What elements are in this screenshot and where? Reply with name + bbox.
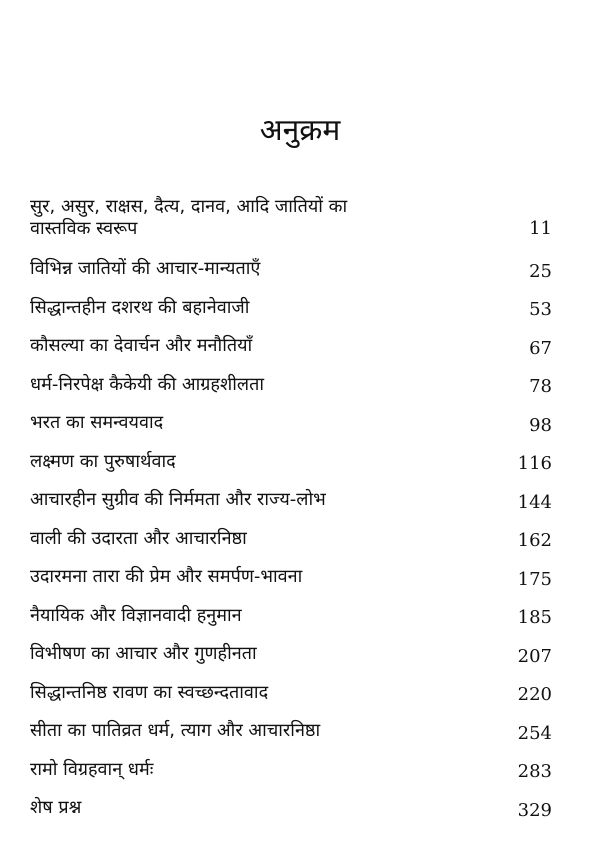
toc-entry-page: 220 (517, 684, 552, 705)
toc-entry-page: 185 (517, 607, 552, 628)
toc-entry-title: भरत का समन्वयवाद (30, 412, 164, 433)
toc-entry (30, 297, 552, 336)
toc-entry-title: विभिन्न जातियों की आचार-मान्यताएँ (30, 258, 261, 279)
toc-entry-page: 175 (517, 568, 552, 590)
toc-entry-title: शेष प्रश्न (30, 797, 82, 818)
toc-entry-title-line: सुर, असुर, राक्षस, दैत्य, दानव, आदि जातियों का (30, 196, 348, 217)
toc-entry (30, 489, 552, 528)
toc-entry-title (30, 196, 490, 240)
toc-entry-title: वाली की उदारता और आचारनिष्ठा (30, 527, 247, 549)
toc-entry-title: सिद्धान्तहीन दशरथ की बहानेवाजी (30, 296, 250, 318)
toc-entry-page: 162 (517, 530, 552, 551)
table-of-contents (30, 196, 552, 836)
toc-entry-title: रामो विग्रहवान् धर्मः (30, 758, 154, 780)
toc-entry-page: 98 (529, 414, 552, 436)
toc-entry-page: 283 (517, 761, 552, 782)
toc-entry-page: 53 (529, 299, 552, 320)
toc-entry-title: आचारहीन सुग्रीव की निर्ममता और राज्य-लोभ (30, 489, 326, 510)
toc-entry (30, 335, 552, 374)
toc-entry (30, 682, 552, 721)
toc-entry-page: 329 (517, 799, 552, 821)
toc-entry (30, 797, 552, 836)
toc-entry-page: 78 (529, 376, 552, 397)
toc-entry-page: 207 (517, 645, 552, 667)
toc-entry-title-line: वास्तविक स्वरूप (30, 218, 138, 239)
toc-entry (30, 258, 552, 297)
toc-entry (30, 451, 552, 490)
toc-entry (30, 643, 552, 682)
toc-entry-page: 254 (517, 722, 552, 744)
toc-entry-title: विभीषण का आचार और गुणहीनता (30, 643, 257, 664)
toc-entry-page: 116 (517, 453, 552, 474)
toc-entry (30, 196, 552, 258)
toc-entry-title: कौसल्या का देवार्चन और मनौतियाँ (30, 335, 253, 356)
toc-entry (30, 374, 552, 413)
toc-entry (30, 720, 552, 759)
toc-entry-title: सिद्धान्तनिष्ठ रावण का स्वच्छन्दतावाद (30, 681, 269, 703)
toc-entry-title: उदारमना तारा की प्रेम और समर्पण-भावना (30, 566, 303, 587)
toc-entry-title: सीता का पातिव्रत धर्म, त्याग और आचारनिष्ठा (30, 720, 321, 741)
toc-entry-page: 67 (529, 337, 552, 359)
toc-entry (30, 412, 552, 451)
toc-entry-title: लक्ष्मण का पुरुषार्थवाद (30, 450, 176, 472)
toc-entry-page: 11 (529, 218, 552, 239)
toc-entry (30, 605, 552, 644)
toc-entry (30, 566, 552, 605)
toc-entry-title: धर्म-निरपेक्ष कैकेयी की आग्रहशीलता (30, 373, 265, 395)
toc-entry-title: नैयायिक और विज्ञानवादी हनुमान (30, 604, 242, 626)
page-title: अनुक्रम (259, 113, 341, 148)
toc-entry (30, 528, 552, 567)
toc-entry-page: 25 (529, 260, 552, 282)
toc-entry (30, 759, 552, 798)
toc-entry-page: 144 (517, 491, 552, 513)
